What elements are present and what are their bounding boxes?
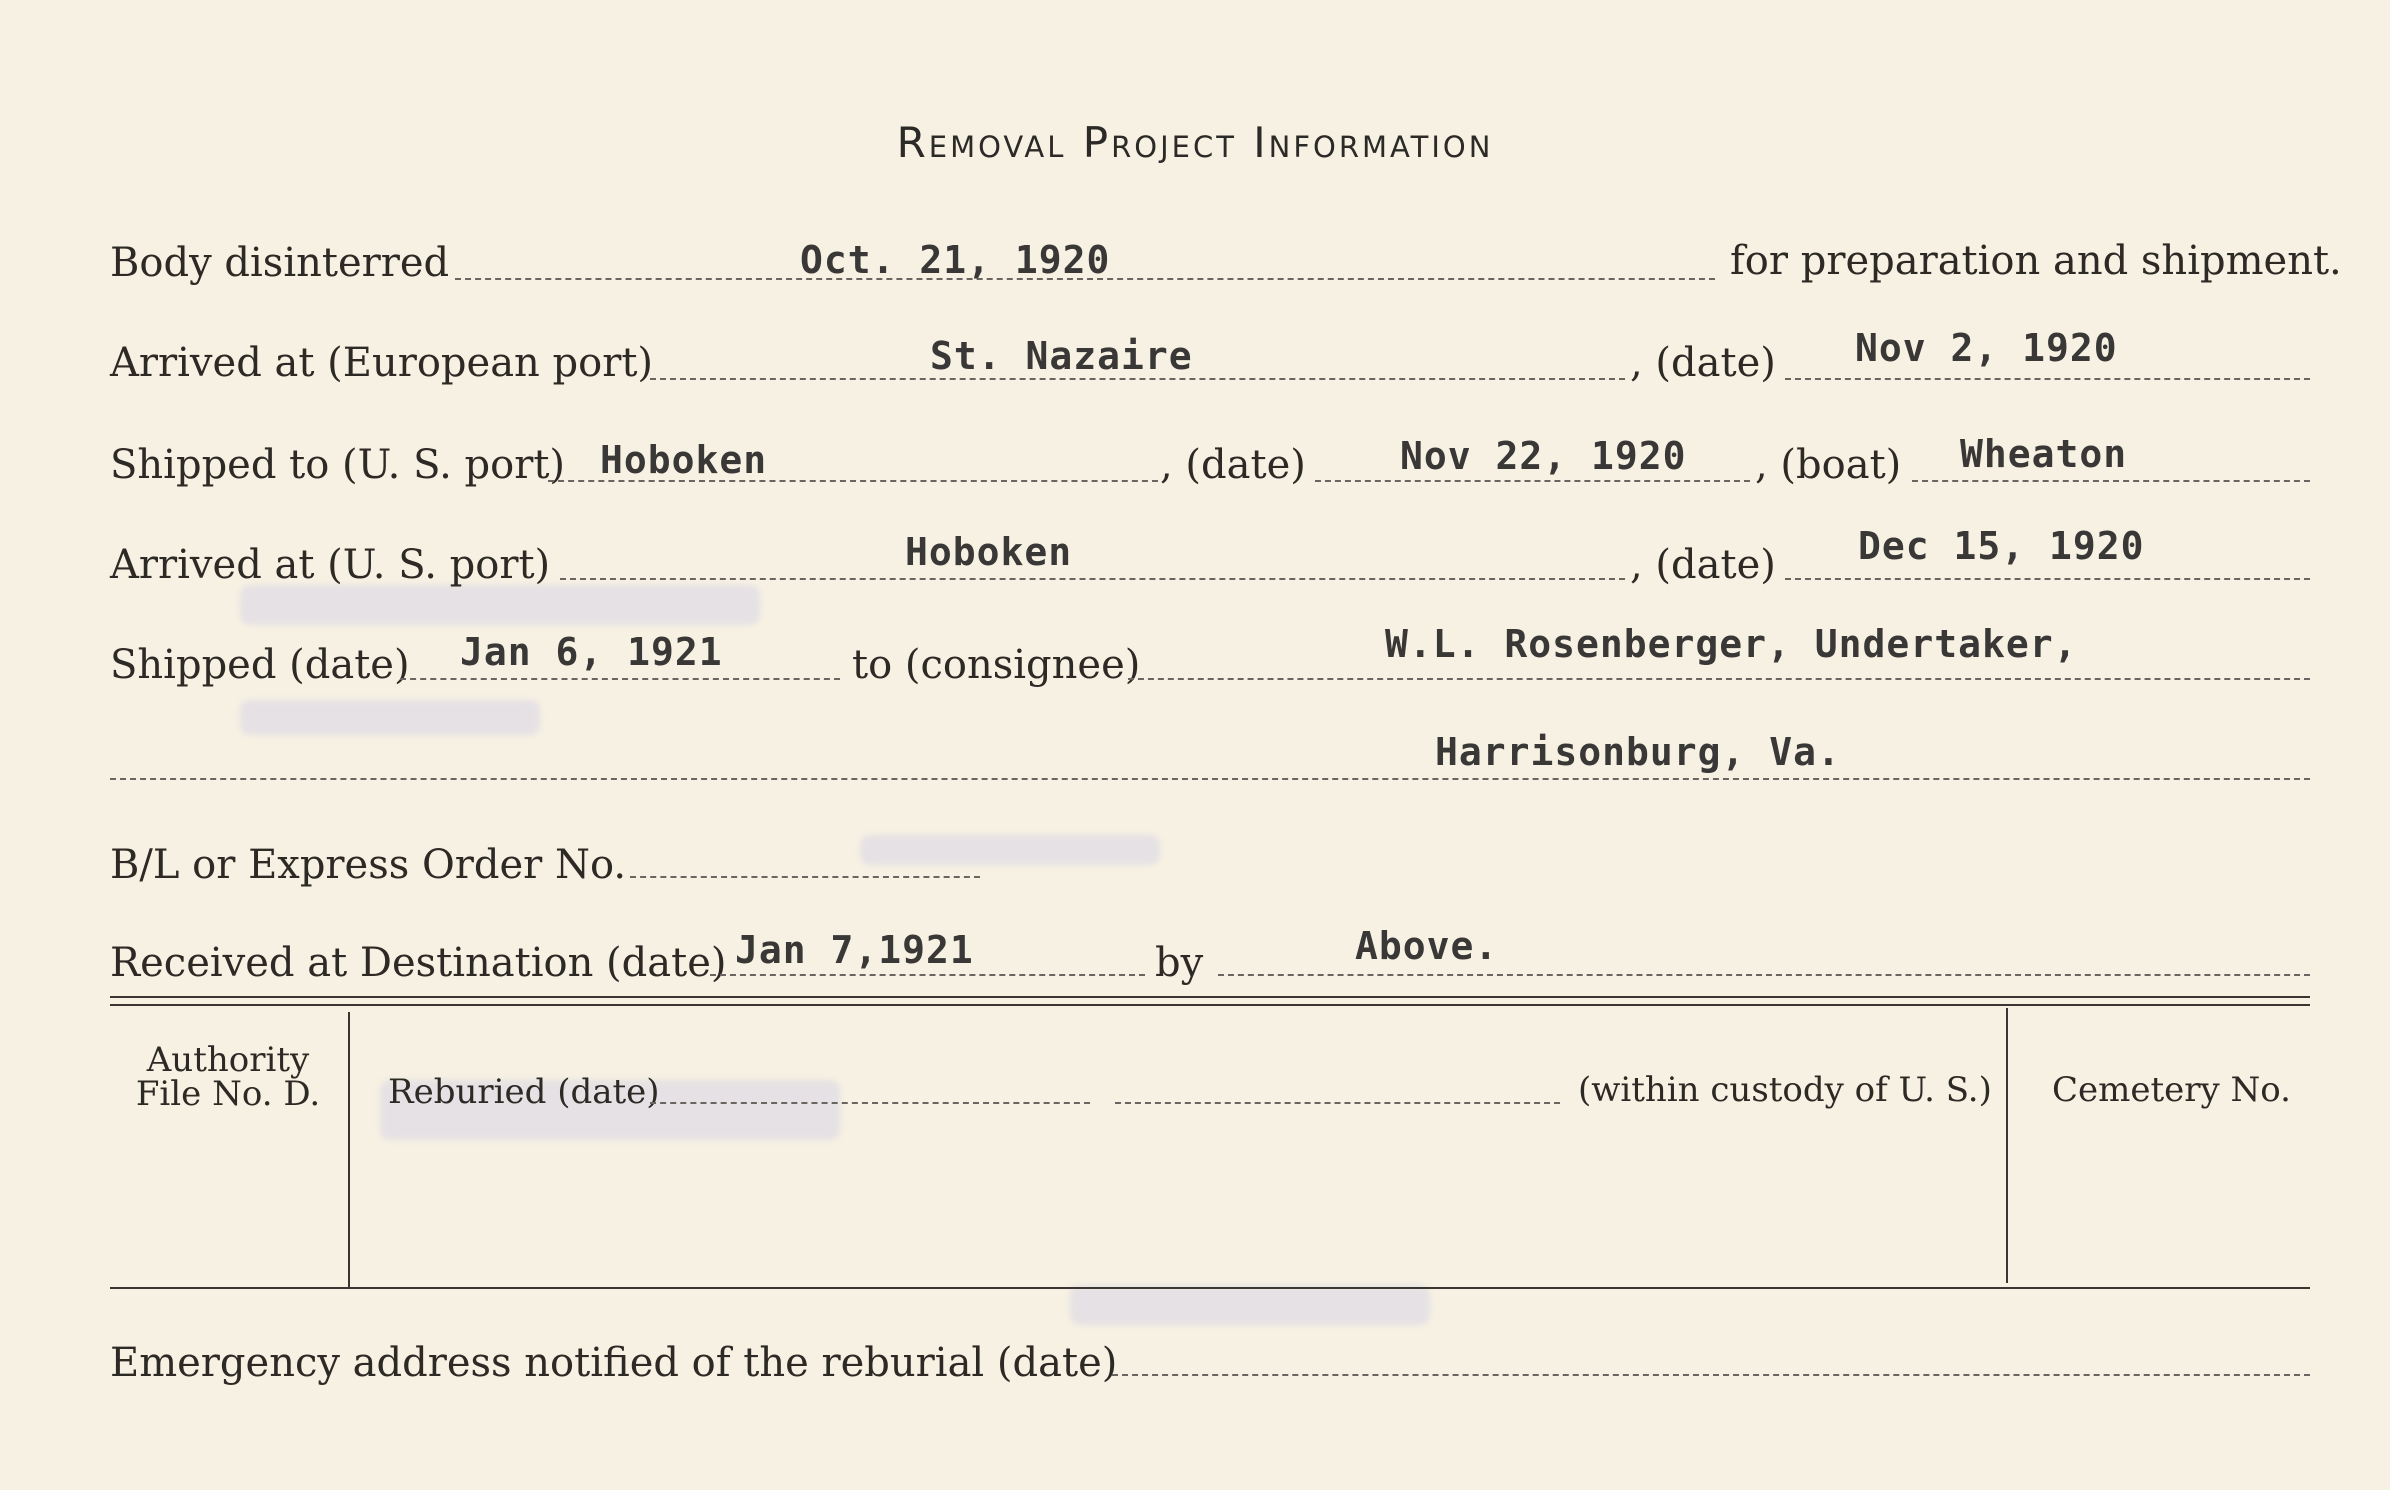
- reburied-label: Reburied (date): [388, 1072, 660, 1112]
- arrived-european-label: Arrived at (European port): [110, 340, 654, 386]
- arrived-us-date-line: [1785, 578, 2310, 580]
- shipped-us-label: Shipped to (U. S. port): [110, 442, 565, 488]
- shipped-us-boat: Wheaton: [1960, 432, 2128, 476]
- arrived-european-date-label: , (date): [1630, 340, 1776, 386]
- stamp-bleed-3: [860, 835, 1160, 865]
- consignee-line: [1128, 678, 2310, 680]
- arrived-us-line: [560, 578, 1625, 580]
- consignee-value-2: Harrisonburg, Va.: [1435, 730, 1841, 774]
- shipped-us-date-line: [1315, 480, 1750, 482]
- reburied-line-1: [650, 1102, 1090, 1104]
- cemetery-label: Cemetery No.: [2052, 1070, 2291, 1110]
- form-title: Removal Project Information: [896, 118, 1494, 167]
- bl-label: B/L or Express Order No.: [110, 842, 627, 888]
- arrived-european-value: St. Nazaire: [930, 334, 1193, 378]
- stamp-bleed-5: [1070, 1285, 1430, 1325]
- arrived-european-date: Nov 2, 1920: [1855, 326, 2118, 370]
- shipped-label: Shipped (date): [110, 642, 410, 688]
- arrived-european-line: [650, 378, 1625, 380]
- arrived-us-date-label: , (date): [1630, 542, 1776, 588]
- authority-label-1: Authority: [146, 1040, 310, 1080]
- received-by-label: by: [1155, 940, 1204, 986]
- shipped-us-date-label: , (date): [1160, 442, 1306, 488]
- emergency-label: Emergency address notified of the reburial (date): [110, 1340, 1118, 1386]
- shipped-line: [400, 678, 840, 680]
- arrived-us-value: Hoboken: [905, 530, 1073, 574]
- box-divider-left: [348, 1012, 350, 1287]
- consignee-label: to (consignee): [852, 642, 1141, 688]
- received-by-value: Above.: [1355, 924, 1499, 968]
- box-top-rule-2: [110, 1004, 2310, 1006]
- shipped-us-date: Nov 22, 1920: [1400, 434, 1687, 478]
- shipped-value: Jan 6, 1921: [460, 630, 723, 674]
- reburied-line-2: [1115, 1102, 1560, 1104]
- stamp-bleed-2: [240, 700, 540, 735]
- consignee-line-2: [110, 778, 2310, 780]
- consignee-value: W.L. Rosenberger, Undertaker,: [1385, 622, 2078, 666]
- disinterred-label: Body disinterred: [110, 240, 450, 286]
- shipped-us-boat-label: , (boat): [1755, 442, 1902, 488]
- custody-label: (within custody of U. S.): [1578, 1070, 1992, 1110]
- authority-label-2: File No. D.: [135, 1074, 321, 1114]
- shipped-us-boat-line: [1912, 480, 2310, 482]
- received-label: Received at Destination (date): [110, 940, 727, 986]
- disinterred-suffix: for preparation and shipment.: [1730, 238, 2342, 284]
- arrived-us-date: Dec 15, 1920: [1858, 524, 2145, 568]
- received-by-line: [1218, 974, 2310, 976]
- box-bottom-rule: [110, 1287, 2310, 1289]
- bl-line: [630, 876, 980, 878]
- arrived-european-date-line: [1785, 378, 2310, 380]
- stamp-bleed-1: [240, 585, 760, 625]
- arrived-us-label: Arrived at (U. S. port): [110, 542, 551, 588]
- received-value: Jan 7,1921: [735, 928, 974, 972]
- disinterred-value: Oct. 21, 1920: [800, 238, 1111, 282]
- box-divider-right: [2006, 1008, 2008, 1283]
- emergency-line: [1112, 1374, 2310, 1376]
- received-line: [710, 974, 1145, 976]
- shipped-us-value: Hoboken: [600, 438, 768, 482]
- box-top-rule-1: [110, 996, 2310, 998]
